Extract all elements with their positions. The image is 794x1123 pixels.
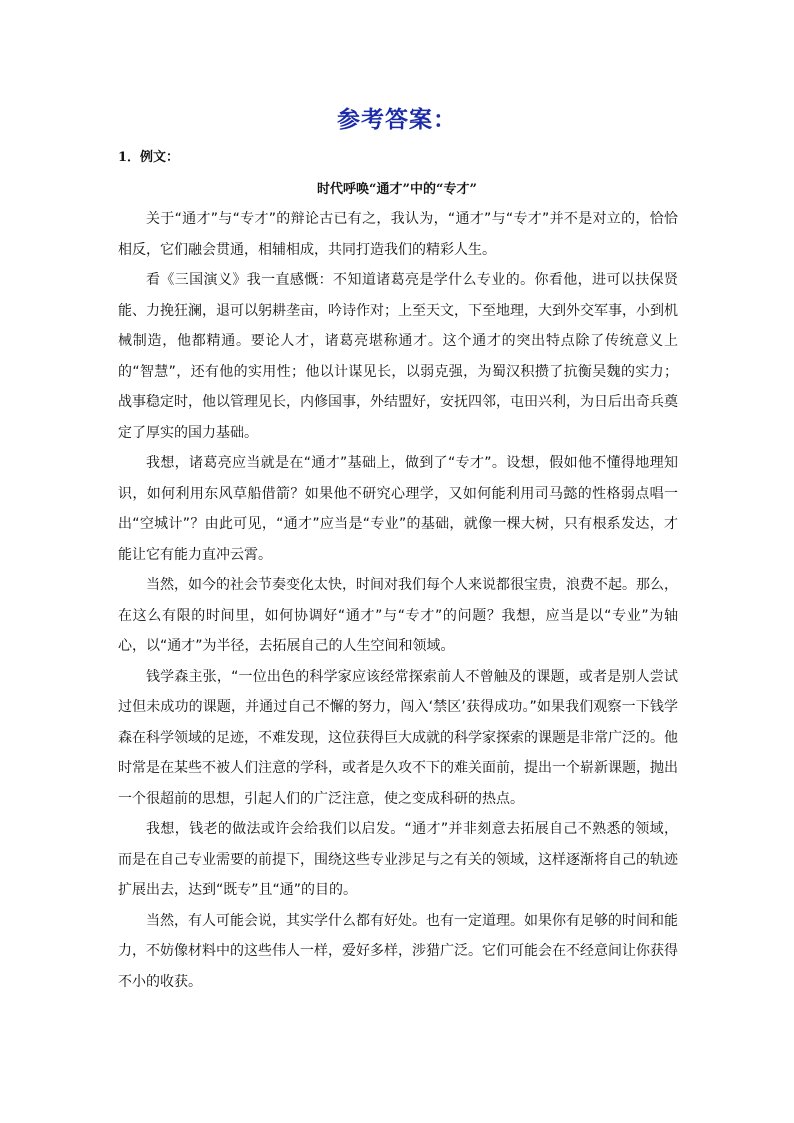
essay-title: 时代呼唤“通才”中的“专才” — [317, 182, 477, 197]
essay-paragraph: 当然，如今的社会节奏变化太快，时间对我们每个人来说都很宝贵，浪费不起。那么，在这么有限的时间里，如何协调好“通才”与“专才”的问题？我想，应当是以“专业”为轴心，以“通才”为半径，去拓展自己的人生空间和领域。 — [118, 577, 678, 654]
essay-paragraph: 关于“通才”与“专才”的辩论古已有之，我认为，“通才”与“专才”并不是对立的，恰恰相反，它们融会贯通，相辅相成，共同打造我们的精彩人生。 — [118, 211, 678, 258]
question-number: 1．例文： — [118, 150, 180, 165]
essay-body — [118, 204, 678, 997]
page-title: 参考答案： — [337, 106, 457, 133]
essay-paragraph: 我想，钱老的做法或许会给我们以启发。“通才”并非刻意去拓展自己不熟悉的领域，而是在自己专业需要的前提下，围绕这些专业涉足与之有关的领域，这样逐渐将自己的轨迹扩展出去，达到“既专”且“通”的目的。 — [118, 821, 678, 898]
essay-paragraph: 当然，有人可能会说，其实学什么都有好处。也有一定道理。如果你有足够的时间和能力，不妨像材料中的这些伟人一样，爱好多样，涉猎广泛。它们可能会在不经意间让你获得不小的收获。 — [118, 912, 678, 990]
essay-paragraph: 钱学森主张，“一位出色的科学家应该经常探索前人不曾触及的课题，或者是别人尝试过但未成功的课题，并通过自己不懈的努力，闯入‘禁区’获得成功。”如果我们观察一下钱学森在科学领域的足迹，不难发现，这位获得巨大成就的科学家探索的课题是非常广泛的。他时常是在某些不被人们注意的学科，或者是久攻不下的难关面前，提出一个崭新课题，抛出一个很超前的思想，引起人们的广泛注意，使之变成科研的热点。 — [118, 668, 678, 807]
essay-paragraph: 看《三国演义》我一直感慨：不知道诸葛亮是学什么专业的。你看他，进可以扶保贤能、力挽狂澜，退可以躬耕垄亩，吟诗作对；上至天文，下至地理，大到外交军事，小到机械制造，他都精通。要论人才，诸葛亮堪称通才。这个通才的突出特点除了传统意义上的“智慧”，还有他的实用性；他以计谋见长，以弱克强，为蜀汉积攒了抗衡吴魏的实力；战事稳定时，他以管理见长，内修国事，外结盟好，安抚四邻，屯田兴利，为日后出奇兵奠定了厚实的国力基础。 — [118, 272, 678, 441]
essay-paragraph: 我想，诸葛亮应当就是在“通才”基础上，做到了“专才”。设想，假如他不懂得地理知识，如何利用东风草船借箭？如果他不研究心理学，又如何能利用司马懿的性格弱点唱一出“空城计”？由此可见，“通才”应当是“专业”的基础，就像一棵大树，只有根系发达，才能让它有能力直冲云霄。 — [118, 455, 678, 563]
